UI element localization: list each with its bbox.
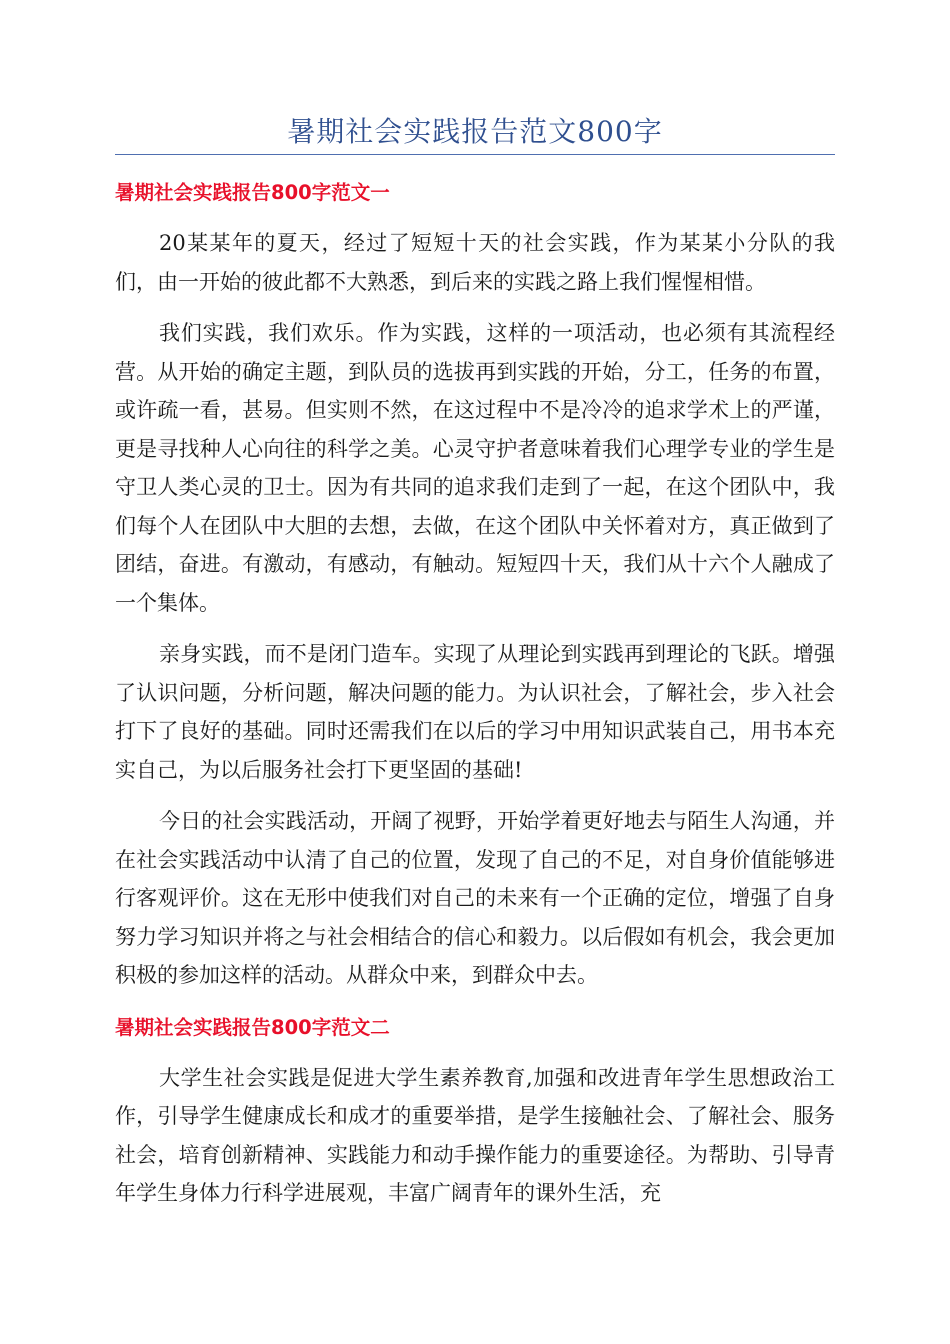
section-heading: 暑期社会实践报告800字范文一 — [115, 181, 390, 204]
section-sample-1 — [115, 178, 835, 995]
title-underline-rule — [115, 154, 835, 155]
section-heading: 暑期社会实践报告800字范文二 — [115, 1015, 390, 1039]
body-paragraph: 我们实践，我们欢乐。作为实践，这样的一项活动，也必须有其流程经营。从开始的确定主题，到队员的选拔再到实践的开始，分工，任务的布置，或许疏一看，甚易。但实则不然，在这过程中不是冷冷的追求学术上的严谨，更是寻找种人心向往的科学之美。心灵守护者意味着我们心理学专业的学生是守卫人类心灵的卫士。因为有共同的追求我们走到了一起，在这个团队中，我们每个人在团队中大胆的去想，去做，在这个团队中关怀着对方，真正做到了团结，奋进。有激动，有感动，有触动。短短四十天，我们从十六个人融成了一个集体。 — [115, 321, 835, 615]
document-title: 暑期社会实践报告范文800字 — [287, 115, 663, 148]
body-paragraph: 今日的社会实践活动，开阔了视野，开始学着更好地去与陌生人沟通，并在社会实践活动中认清了自己的位置，发现了自己的不足，对自身价值能够进行客观评价。这在无形中使我们对自己的未来有一个正确的定位，增强了自身努力学习知识并将之与社会相结合的信心和毅力。以后假如有机会，我会更加积极的参加这样的活动。从群众中来，到群众中去。 — [115, 809, 835, 987]
body-paragraph: 20某某年的夏天，经过了短短十天的社会实践，作为某某小分队的我们，由一开始的彼此都不大熟悉，到后来的实践之路上我们惺惺相惜。 — [115, 231, 835, 294]
body-paragraph: 大学生社会实践是促进大学生素养教育,加强和改进青年学生思想政治工作，引导学生健康成长和成才的重要举措，是学生接触社会、了解社会、服务社会，培育创新精神、实践能力和动手操作能力的重要途径。为帮助、引导青年学生身体力行科学进展观，丰富广阔青年的课外生活，充 — [115, 1065, 835, 1205]
section-sample-2 — [115, 1013, 835, 1213]
document-body — [115, 178, 835, 1226]
body-paragraph: 亲身实践，而不是闭门造车。实现了从理论到实践再到理论的飞跃。增强了认识问题，分析问题，解决问题的能力。为认识社会，了解社会，步入社会打下了良好的基础。同时还需我们在以后的学习中用知识武装自己，用书本充实自己，为以后服务社会打下更坚固的基础! — [115, 642, 835, 782]
